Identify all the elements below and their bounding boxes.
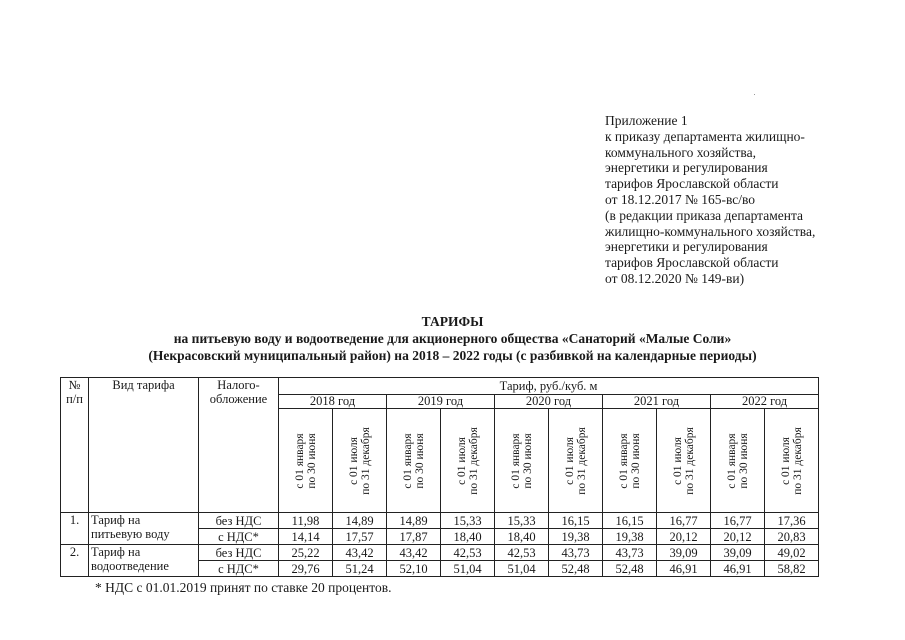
period-label-line: с 01 января xyxy=(617,432,630,489)
header-year: 2019 год xyxy=(387,395,495,409)
appendix-line: энергетики и регулирования xyxy=(605,160,768,176)
header-period-second-half xyxy=(765,409,819,513)
header-year: 2022 год xyxy=(711,395,819,409)
period-label-line: по 31 декабря xyxy=(467,426,480,495)
tariff-value: 14,89 xyxy=(333,513,387,529)
tariff-value: 42,53 xyxy=(495,545,549,561)
header-period-second-half xyxy=(441,409,495,513)
scan-speck xyxy=(754,94,755,95)
tariff-value: 52,10 xyxy=(387,561,441,577)
tariff-value: 25,22 xyxy=(279,545,333,561)
period-label-line: по 30 июня xyxy=(305,432,318,489)
tariff-value: 19,38 xyxy=(603,529,657,545)
tariff-value: 16,77 xyxy=(711,513,765,529)
period-label xyxy=(618,433,642,488)
header-year: 2021 год xyxy=(603,395,711,409)
tariff-value: 18,40 xyxy=(441,529,495,545)
header-period-second-half xyxy=(549,409,603,513)
appendix-line: от 18.12.2017 № 165-вс/во xyxy=(605,191,756,207)
tariff-value: 17,36 xyxy=(765,513,819,529)
tariff-value: 15,33 xyxy=(441,513,495,529)
tariff-value: 43,42 xyxy=(387,545,441,561)
tariff-value: 16,15 xyxy=(549,513,603,529)
tariff-value: 43,73 xyxy=(603,545,657,561)
appendix-line: коммунального хозяйства, xyxy=(605,144,756,160)
header-period-first-half xyxy=(387,409,441,513)
tax-type: с НДС* xyxy=(199,561,279,577)
tariff-value: 58,82 xyxy=(765,561,819,577)
tariff-value: 17,57 xyxy=(333,529,387,545)
period-label-line: с 01 июля xyxy=(347,436,360,485)
period-label-line: по 31 декабря xyxy=(575,426,588,495)
tariff-value: 39,09 xyxy=(657,545,711,561)
tariff-value: 20,12 xyxy=(711,529,765,545)
period-label xyxy=(456,427,480,495)
tariff-value: 43,42 xyxy=(333,545,387,561)
document-subtitle: (Некрасовский муниципальный район) на 2018 – 2022 годы (с разбивкой на календарные периоды) xyxy=(148,348,757,363)
period-label-line: по 31 декабря xyxy=(683,426,696,495)
tax-type: с НДС* xyxy=(199,529,279,545)
period-label-line: по 30 июня xyxy=(521,432,534,489)
header-period-second-half xyxy=(333,409,387,513)
period-label xyxy=(510,433,534,488)
period-label xyxy=(726,433,750,488)
tariff-value: 19,38 xyxy=(549,529,603,545)
tariff-value: 29,76 xyxy=(279,561,333,577)
period-label xyxy=(348,427,372,495)
period-label-line: по 30 июня xyxy=(413,432,426,489)
period-label-line: с 01 января xyxy=(401,432,414,489)
tariff-value: 14,89 xyxy=(387,513,441,529)
tariff-value: 46,91 xyxy=(657,561,711,577)
header-period-first-half xyxy=(603,409,657,513)
appendix-line: жилищно-коммунального хозяйства, xyxy=(605,223,816,239)
tariff-value: 18,40 xyxy=(495,529,549,545)
tariff-value: 16,77 xyxy=(657,513,711,529)
tariff-name-line: Тариф на xyxy=(91,545,141,559)
appendix-line: к приказу департамента жилищно- xyxy=(605,128,805,144)
row-number: 2. xyxy=(61,545,89,577)
tariff-value: 51,04 xyxy=(441,561,495,577)
tariff-value: 20,12 xyxy=(657,529,711,545)
tariff-value: 42,53 xyxy=(441,545,495,561)
header-num: № п/п xyxy=(61,378,89,513)
tariff-name-line: водоотведение xyxy=(91,559,169,573)
tariff-value: 17,87 xyxy=(387,529,441,545)
tariffs-table xyxy=(60,377,819,577)
header-period-first-half xyxy=(711,409,765,513)
period-label-line: по 31 декабря xyxy=(359,426,372,495)
header-period-second-half xyxy=(657,409,711,513)
appendix-line: от 08.12.2020 № 149-ви) xyxy=(605,270,745,286)
header-type: Вид тарифа xyxy=(89,378,199,513)
tariff-value: 16,15 xyxy=(603,513,657,529)
tariff-name xyxy=(89,513,199,545)
tax-type: без НДС xyxy=(199,513,279,529)
tariff-value: 51,04 xyxy=(495,561,549,577)
period-label xyxy=(564,427,588,495)
tariff-name-line: Тариф на xyxy=(91,513,141,527)
period-label-line: по 30 июня xyxy=(629,432,642,489)
appendix-line: энергетики и регулирования xyxy=(605,239,768,255)
header-year: 2018 год xyxy=(279,395,387,409)
period-label-line: с 01 января xyxy=(509,432,522,489)
period-label xyxy=(294,433,318,488)
header-tariff: Тариф, руб./куб. м xyxy=(279,378,819,395)
appendix-line: (в редакции приказа департамента xyxy=(605,207,804,223)
row-number: 1. xyxy=(61,513,89,545)
period-label-line: с 01 июля xyxy=(455,436,468,485)
period-label xyxy=(780,427,804,495)
document-subtitle: на питьевую воду и водоотведение для акционерного общества «Санаторий «Малые Соли» xyxy=(173,331,732,346)
period-label-line: по 30 июня xyxy=(737,432,750,489)
period-label-line: по 31 декабря xyxy=(791,426,804,495)
appendix-line: тарифов Ярославской области xyxy=(605,255,779,271)
tariff-value: 52,48 xyxy=(549,561,603,577)
tariff-value: 46,91 xyxy=(711,561,765,577)
period-label-line: с 01 июля xyxy=(779,436,792,485)
period-label xyxy=(672,427,696,495)
tariff-name xyxy=(89,545,199,577)
tariff-value: 20,83 xyxy=(765,529,819,545)
period-label xyxy=(402,433,426,488)
header-period-first-half xyxy=(279,409,333,513)
tariff-value: 43,73 xyxy=(549,545,603,561)
tariff-value: 15,33 xyxy=(495,513,549,529)
tariff-value: 49,02 xyxy=(765,545,819,561)
footnote: * НДС с 01.01.2019 принят по ставке 20 процентов. xyxy=(95,580,392,595)
header-year: 2020 год xyxy=(495,395,603,409)
appendix-line: тарифов Ярославской области xyxy=(605,176,779,192)
tariff-value: 11,98 xyxy=(279,513,333,529)
tariff-value: 52,48 xyxy=(603,561,657,577)
tax-type: без НДС xyxy=(199,545,279,561)
tariff-value: 14,14 xyxy=(279,529,333,545)
document-title: ТАРИФЫ xyxy=(421,314,484,329)
tariff-name-line: питьевую воду xyxy=(91,527,170,541)
appendix-line: Приложение 1 xyxy=(605,113,688,128)
appendix-note xyxy=(605,113,895,287)
tariff-value: 51,24 xyxy=(333,561,387,577)
header-tax: Налого-обложение xyxy=(199,378,279,513)
period-label-line: с 01 июля xyxy=(671,436,684,485)
period-label-line: с 01 января xyxy=(293,432,306,489)
tariff-value: 39,09 xyxy=(711,545,765,561)
period-label-line: с 01 января xyxy=(725,432,738,489)
header-period-first-half xyxy=(495,409,549,513)
period-label-line: с 01 июля xyxy=(563,436,576,485)
